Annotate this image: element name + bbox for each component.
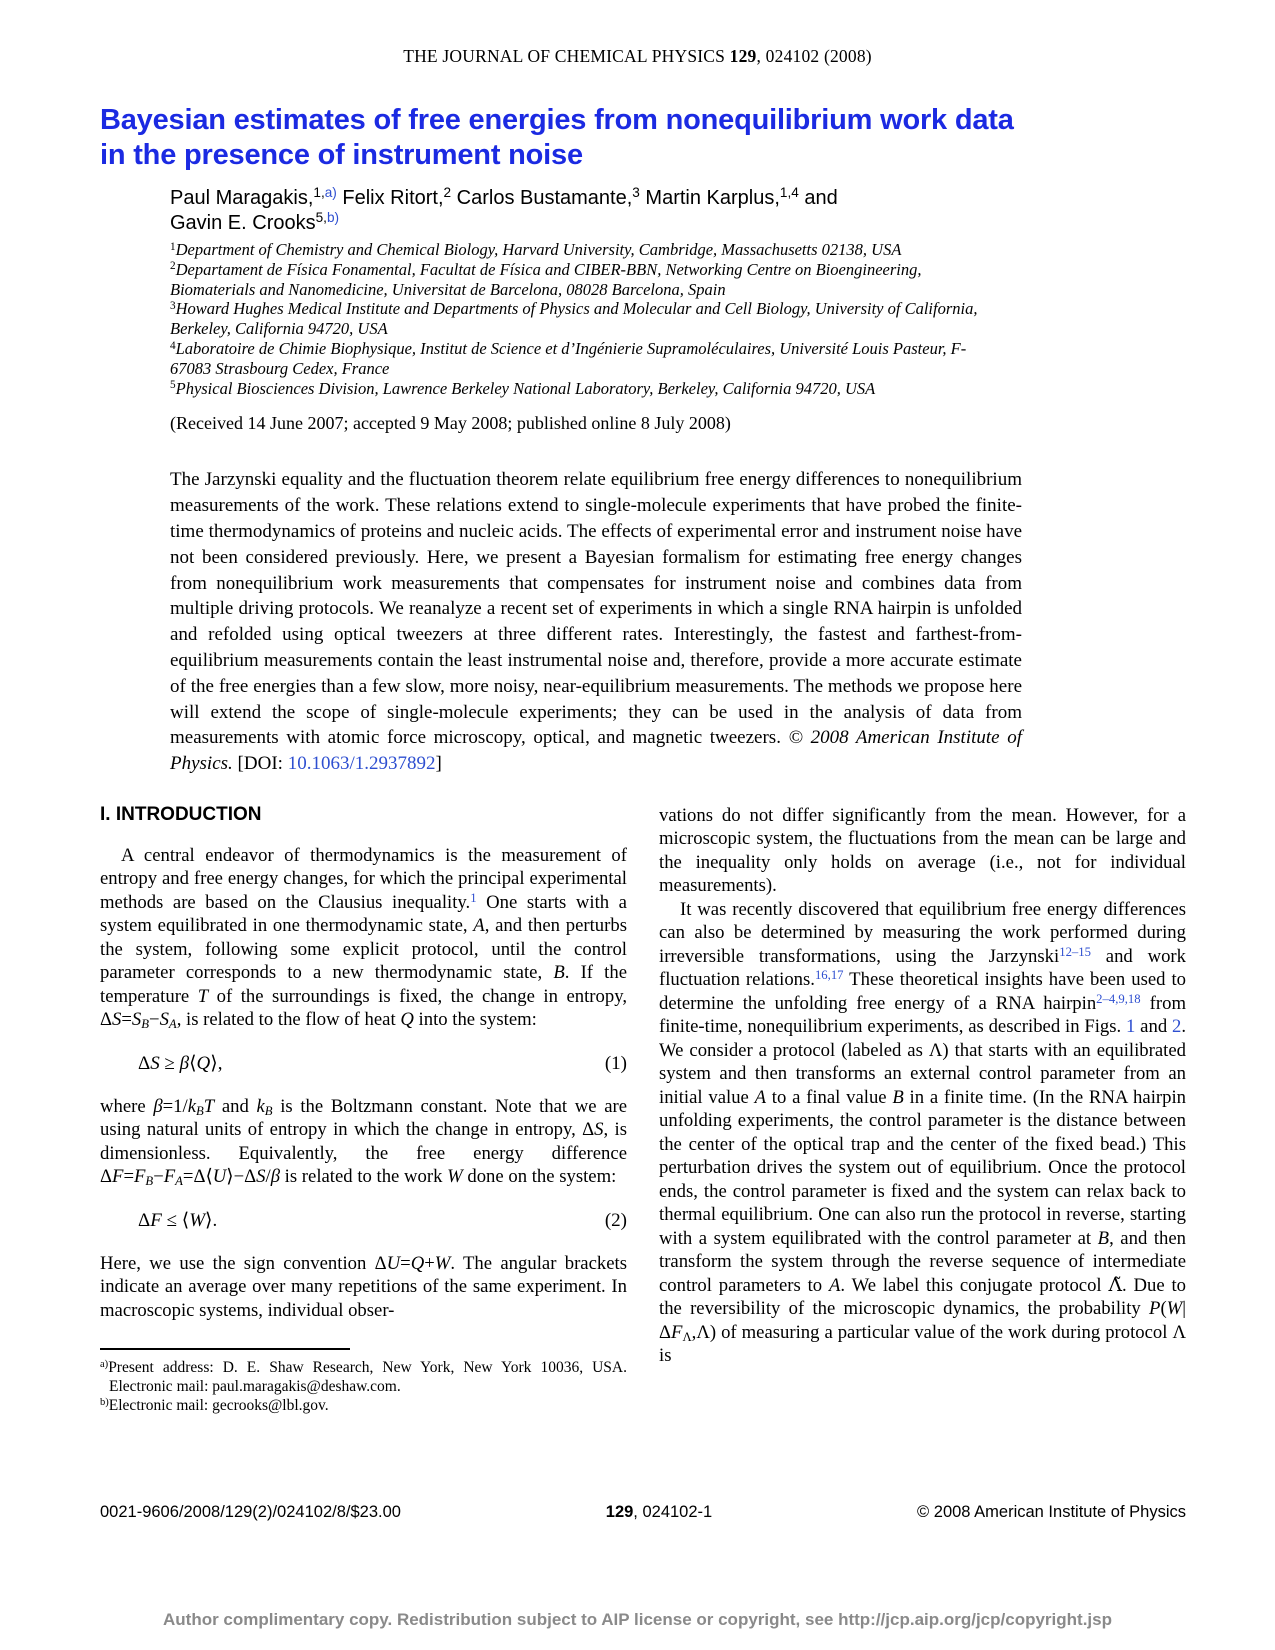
- paper-title-line-1: Bayesian estimates of free energies from nonequilibrium work data: [100, 104, 1014, 136]
- footnote-a: $^{a)}$Present address: D. E. Shaw Research, New York, New York 10036, USA. Electronic mail: paul.maragakis@deshaw.com.: [100, 1359, 627, 1396]
- inline-reference-link[interactable]: a): [324, 185, 337, 201]
- two-column-body: [100, 804, 1186, 1415]
- column-right: [659, 804, 1186, 1415]
- authors-line-2: Gavin E. Crooks$^{5,b)}$: [170, 210, 340, 234]
- affiliation-1: $^1$Department of Chemistry and Chemical Biology, Harvard University, Cambridge, Massachusetts 02138, USA: [170, 240, 902, 259]
- paragraph-intro-4: vations do not differ significantly from the mean. However, for a microscopic system, the fluctuations from the mean can be large and the inequality only holds on average (i.e., not for individual measurements).: [659, 804, 1186, 897]
- copyright-notice: Author complimentary copy. Redistribution subject to AIP license or copyright, see http://jcp.aip.org/jcp/copyright.jsp: [163, 1610, 1112, 1629]
- inline-reference-link[interactable]: 2: [1171, 1016, 1182, 1038]
- equation-2: [100, 1209, 627, 1232]
- paragraph-intro-1: A central endeavor of thermodynamics is the measurement of entropy and free energy changes, for which the principal experimental methods are based on the Clausius inequality.$^1$ One starts with a system equilibrated in one thermodynamic state, A, and then perturbs the system, following some explicit protocol, until the control parameter corresponds to a new thermodynamic state, B. If the temperature T of the surroundings is fixed, the change in entropy, ΔS=SB−SA, is related to the flow of heat Q into the system:: [100, 844, 628, 1032]
- equation-1: [100, 1052, 627, 1075]
- inline-reference-link[interactable]: 10.1063/1.2937892: [287, 753, 436, 775]
- inline-reference-link[interactable]: 1: [470, 890, 477, 905]
- footer-page-number: 129, 024102-1: [605, 1503, 713, 1521]
- footer: [100, 1503, 1186, 1522]
- inline-reference-link[interactable]: 12–15: [1059, 944, 1091, 959]
- footer-issn: 0021-9606/2008/129(2)/024102/8/$23.00: [100, 1503, 401, 1521]
- paper-title: [100, 103, 1186, 173]
- inline-reference-link[interactable]: 2–4,9,18: [1096, 991, 1141, 1006]
- equation-2-number: (2): [604, 1209, 627, 1231]
- authors-line-1: Paul Maragakis,$^{1,a)}$ Felix Ritort,$^2$ Carlos Bustamante,$^3$ Martin Karplus,$^{1,4}$ and: [170, 185, 838, 209]
- column-left: [100, 804, 627, 1415]
- authors-block: [170, 186, 1186, 236]
- paragraph-intro-3: Here, we use the sign convention ΔU=Q+W. The angular brackets indicate an average over many repetitions of the same experiment. In macroscopic systems, individual obser-: [100, 1252, 627, 1321]
- paper-title-line-2: in the presence of instrument noise: [100, 139, 583, 171]
- affiliations-block: [170, 240, 990, 398]
- content-area: [0, 103, 1275, 1415]
- footnote-b: $^{b)}$Electronic mail: gecrooks@lbl.gov.: [100, 1396, 329, 1414]
- footer-copyright: © 2008 American Institute of Physics: [917, 1503, 1186, 1521]
- inline-reference-link[interactable]: 16,17: [814, 968, 844, 983]
- affiliation-3: $^3$Howard Hughes Medical Institute and Departments of Physics and Molecular and Cell Biology, University of California, Berkeley, California 94720, USA: [170, 299, 978, 339]
- paragraph-intro-5: It was recently discovered that equilibrium free energy differences can also be determined by measuring the work performed during irreversible transformations, using the Jarzynski$^{12-15}$ and work fluctuation relations.$^{16,17}$ These theoretical insights have been used to determine the unfolding free energy of a RNA hairpin$^{2-4,9,18}$ from finite-time, nonequilibrium experiments, as described in Figs. 1 and 2. We consider a protocol (labeled as Λ) that starts with an equilibrated system and then transforms an external control parameter from an initial value A to a final value B in a finite time. (In the RNA hairpin unfolding experiments, the control parameter is the distance between the center of the optical trap and the center of the fixed bead.) This perturbation drives the system out of equilibrium. Once the protocol ends, the control parameter is fixed and the system can relax back to thermal equilibrium. One can also run the protocol in reverse, starting with a system equilibrated with the control parameter at B, and then transform the system through the reverse sequence of intermediate control parameters to A. We label this conjugate protocol Λ̃. Due to the reversibility of the microscopic dynamics, the probability P(W|ΔFΛ,Λ) of measuring a particular value of the work during protocol Λ is: [659, 898, 1186, 1367]
- received-line: (Received 14 June 2007; accepted 9 May 2008; published online 8 July 2008): [170, 413, 731, 434]
- inline-reference-link[interactable]: 1: [1126, 1016, 1136, 1038]
- equation-1-number: (1): [604, 1052, 627, 1074]
- affiliation-5: $^5$Physical Biosciences Division, Lawrence Berkeley National Laboratory, Berkeley, California 94720, USA: [170, 378, 876, 398]
- affiliation-2: $^2$Departament de Física Fonamental, Facultat de Física and CIBER-BBN, Networking Centre on Bioengineering, Biomaterials and Nanomedicine, Universitat de Barcelona, 08028 Barcelona, Spain: [170, 259, 922, 299]
- equation-2-body: ΔF ≤ ⟨W⟩.: [138, 1208, 218, 1231]
- paragraph-intro-2: where β=1/kBT and kB is the Boltzmann constant. Note that we are using natural units of entropy in which the change in entropy, ΔS, is dimensionless. Equivalently, the free energy difference ΔF=FB−FA=Δ⟨U⟩−ΔS/β is related to the work W done on the system:: [100, 1095, 628, 1189]
- equation-1-body: ΔS ≥ β⟨Q⟩,: [138, 1051, 223, 1074]
- abstract: The Jarzynski equality and the fluctuation theorem relate equilibrium free energy differences to nonequilibrium measurements of the work. These relations extend to single-molecule experiments that have probed the finite-time thermodynamics of proteins and nucleic acids. The effects of experimental error and instrument noise have not been considered previously. Here, we present a Bayesian formalism for estimating free energy changes from nonequilibrium work measurements that compensates for instrument noise and combines data from multiple driving protocols. We reanalyze a recent set of experiments in which a single RNA hairpin is unfolded and refolded using optical tweezers at three different rates. Interestingly, the fastest and farthest-from-equilibrium measurements contain the least instrumental noise and, therefore, provide a more accurate estimate of the free energies than a few slow, more noisy, near-equilibrium measurements. The methods we propose here will extend the scope of single-molecule experiments; they can be used in the analysis of data from measurements with atomic force microscopy, optical, and magnetic tweezers. © 2008 American Institute of Physics. [DOI: 10.1063/1.2937892]: [170, 469, 1022, 775]
- inline-reference-link[interactable]: b): [326, 210, 340, 226]
- section-heading-introduction: I. INTRODUCTION: [100, 803, 262, 825]
- journal-header: THE JOURNAL OF CHEMICAL PHYSICS 129, 024102 (2008): [403, 46, 872, 66]
- affiliation-4: $^4$Laboratoire de Chimie Biophysique, Institut de Science et d’Ingénierie Supramoléculaires, Université Louis Pasteur, F-67083 Strasbourg Cedex, France: [170, 338, 967, 378]
- footnote-rule: [100, 1348, 350, 1350]
